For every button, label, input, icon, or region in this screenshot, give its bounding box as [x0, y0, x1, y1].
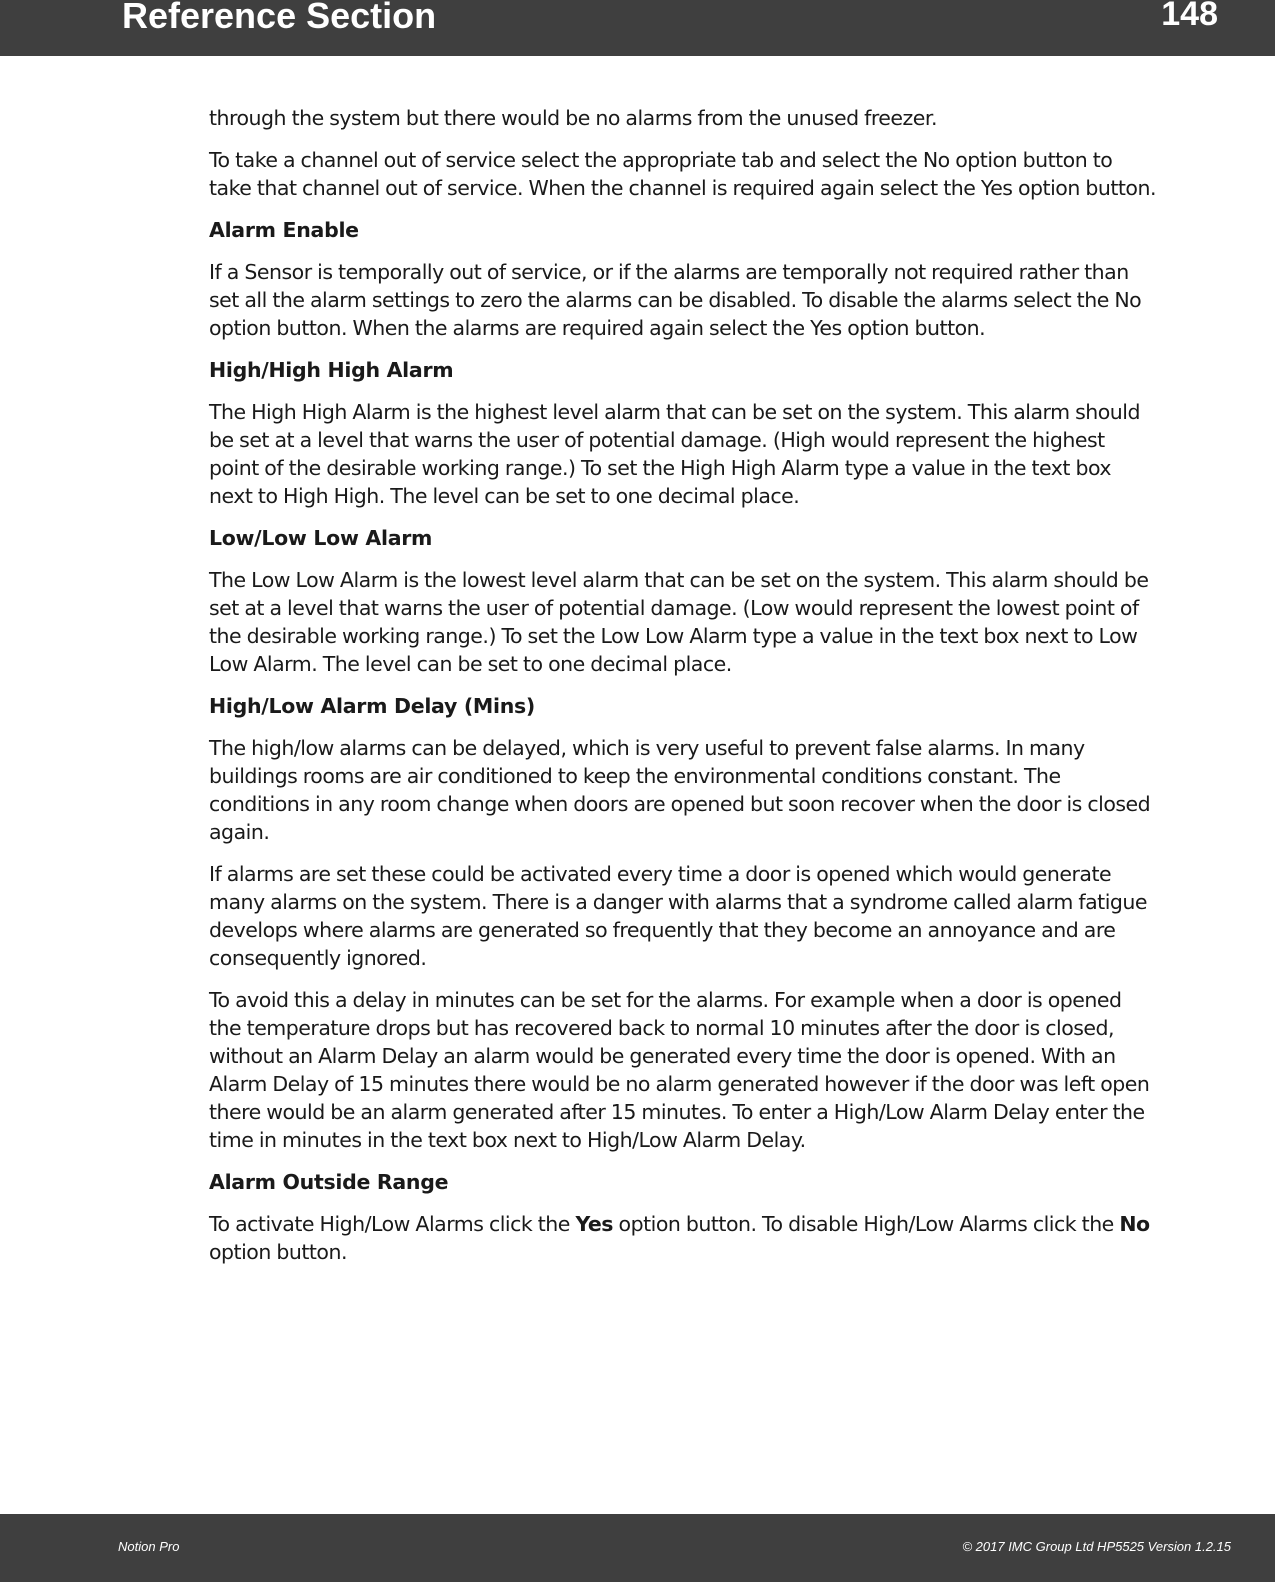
paragraph: If a Sensor is temporally out of service, or if the alarms are temporally not required rather than set all the alarm settings to zero the alarms can be disabled. To disable the alarms select the No option button. When the alarms are required again select the Yes option button.	[209, 260, 1142, 340]
footer-product-name: Notion Pro	[118, 1539, 180, 1554]
heading-low-low-alarm: Low/Low Low Alarm	[209, 526, 433, 550]
heading-alarm-delay: High/Low Alarm Delay (Mins)	[209, 694, 536, 718]
text-run: option button.	[209, 1240, 347, 1264]
paragraph: To avoid this a delay in minutes can be set for the alarms. For example when a door is opened the temperature drops but has recovered back to normal 10 minutes after the door is closed, without an Alarm Delay an alarm would be generated every time the door is opened. With an Alarm Delay of 15 minutes there would be no alarm generated however if the door was left open there would be an alarm generated after 15 minutes. To enter a High/Low Alarm Delay enter the time in minutes in the text box next to High/Low Alarm Delay.	[209, 988, 1150, 1152]
page-content	[209, 104, 1159, 1280]
section-title: Reference Section	[122, 0, 437, 36]
text-run: option button. To disable High/Low Alarms click the	[613, 1212, 1120, 1236]
heading-alarm-outside-range: Alarm Outside Range	[209, 1170, 449, 1194]
text-run: To activate High/Low Alarms click the	[209, 1212, 576, 1236]
paragraph: through the system but there would be no alarms from the unused freezer.	[209, 106, 937, 130]
bold-yes: Yes	[575, 1212, 614, 1236]
heading-alarm-enable: Alarm Enable	[209, 218, 359, 242]
page-number: 148	[1161, 0, 1218, 33]
footer-copyright: © 2017 IMC Group Ltd HP5525 Version 1.2.15	[962, 1539, 1231, 1554]
paragraph	[209, 1210, 1159, 1266]
page-header	[0, 0, 1275, 56]
bold-no: No	[1119, 1212, 1150, 1236]
heading-high-high-alarm: High/High High Alarm	[209, 358, 454, 382]
paragraph: The Low Low Alarm is the lowest level alarm that can be set on the system. This alarm should be set at a level that warns the user of potential damage. (Low would represent the lowest point of the desirable working range.) To set the Low Low Alarm type a value in the text box next to Low Low Alarm. The level can be set to one decimal place.	[209, 568, 1149, 676]
page-footer	[0, 1514, 1275, 1582]
paragraph: To take a channel out of service select the appropriate tab and select the No option button to take that channel out of service. When the channel is required again select the Yes option button.	[209, 148, 1156, 200]
paragraph: If alarms are set these could be activated every time a door is opened which would generate many alarms on the system. There is a danger with alarms that a syndrome called alarm fatigue develops where alarms are generated so frequently that they become an annoyance and are consequently ignored.	[209, 862, 1148, 970]
paragraph: The high/low alarms can be delayed, which is very useful to prevent false alarms. In many buildings rooms are air conditioned to keep the environmental conditions constant. The conditions in any room change when doors are opened but soon recover when the door is closed again.	[209, 736, 1151, 844]
paragraph: The High High Alarm is the highest level alarm that can be set on the system. This alarm should be set at a level that warns the user of potential damage. (High would represent the highest point of the desirable working range.) To set the High High Alarm type a value in the text box next to High High. The level can be set to one decimal place.	[209, 400, 1141, 508]
